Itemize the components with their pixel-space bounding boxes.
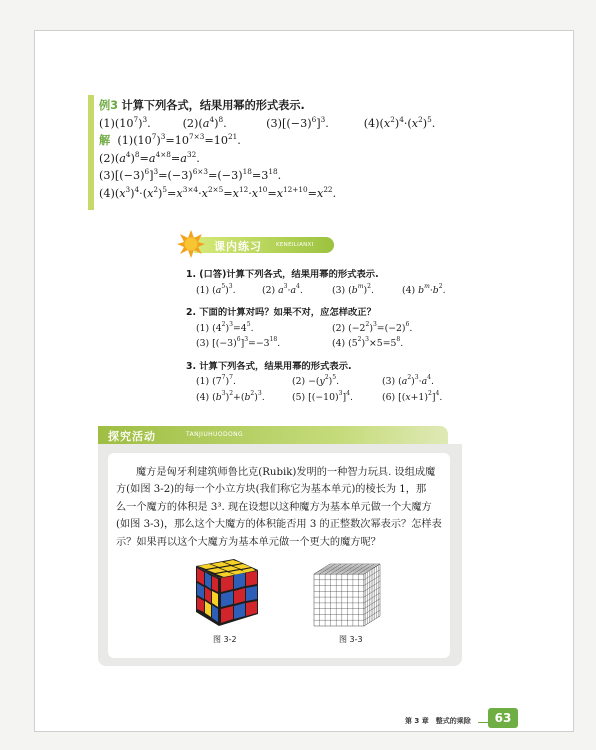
activity-header [98, 426, 448, 444]
exercise-q3-items-a: (1) $(7^7)^7$. $(2) -(y^2)^5$. (3) $(a^2)^3\cdot a^4$. [196, 374, 434, 387]
example-q2: $(2)(a^4)^8$. [182, 114, 227, 130]
grid-cube-figure [312, 562, 388, 628]
exercise-list [186, 267, 476, 405]
chapter-footer: 第 3 章 整式的乘除 [405, 717, 471, 725]
exercise-q2-items-b: (3) $[(-3)^6]^3=-3^{18}$. (4) $(5^2)^3\times 5=5^8$. [196, 336, 404, 349]
activity-line-3: 么一个魔方的体积是 3³. 现在设想以这种魔方为基本单元做一个大魔方 [116, 501, 432, 513]
solution-line-3: $(3)[(-3)^6]^3=(-3)^{6\times 3}=(-3)^{18}=3^{18}$. [99, 167, 282, 183]
figure-caption-3-2: 图 3-2 [213, 635, 237, 644]
example-instruction: 计算下列各式，结果用幂的形式表示. [121, 99, 305, 112]
activity-pinyin: TANJIUHUODONG [186, 431, 244, 438]
activity-line-1: 魔方是匈牙利建筑师鲁比克(Rubik)发明的一种智力玩具. 设组成魔 [136, 467, 436, 478]
exercise-q1-items: (1) $(a^5)^3$. (2) $a^3\cdot a^4$. (3) $(b^m)^2$. (4) $b^m\cdot b^2$. [196, 282, 446, 296]
solution-line-2: $(2)(a^4)^8=a^{4\times 8}=a^{32}$. [99, 149, 200, 165]
activity-paragraph [116, 464, 444, 551]
exercise-q2-items-a: (1) $(4^2)^3=4^5$. (2) $(-2^2)^3=(-2)^6$. [196, 320, 413, 334]
activity-line-4: (如图 3-3)，那么这个大魔方的体积能否用 3 的正整数次幂表示？怎样表 [116, 519, 442, 531]
rubiks-cube-figure [186, 556, 264, 630]
exercise-header [176, 229, 336, 259]
figure-caption-3-3: 图 3-3 [339, 635, 363, 644]
sun-icon [176, 229, 206, 259]
example-heading [99, 97, 519, 115]
example-questions [99, 115, 519, 133]
page-number: 63 [488, 708, 518, 728]
exercise-title: 课内练习 [214, 240, 262, 253]
activity-title: 探究活动 [108, 430, 156, 443]
solution-line-4: $(4)(x^3)^4\cdot(x^2)^5=x^{3\times 4}\cdot x^{2\times 5}=x^{12}\cdot x^{10}=x^{12+10}=x^{22}$. [99, 184, 337, 200]
example-accent-bar [88, 95, 94, 210]
activity-line-2: 方(如图 3-2)的每一个小立方块(我们称它为基本单元)的棱长为 1，那 [116, 484, 427, 496]
example-label: 例3 [99, 99, 118, 112]
exercise-q2: 2. 下面的计算对吗？如果不对，应怎样改正？ [186, 307, 376, 318]
example-q4: $(4)(x^2)^4\cdot(x^2)^5$. [363, 114, 436, 130]
exercise-q3: 3. 计算下列各式，结果用幂的形式表示. [186, 360, 352, 372]
example-q1: $(1)(10^7)^3$. [99, 114, 151, 130]
activity-line-5: 示？如果再以这个大魔方为基本单元做一个更大的魔方呢？ [116, 536, 381, 548]
exercise-pinyin: KENEILIANXI [276, 242, 314, 248]
solution-label: 解 [99, 134, 111, 148]
example-q3: $(3)[(-3)^6]^3$. [266, 114, 329, 130]
exercise-q3-items-b: (4) $(b^3)^2+(b^2)^3$. (5) $[(-10)^3]^4$. (6) $[(x+1)^2]^4$. [196, 389, 443, 403]
exercise-q1: 1. (口答)计算下列各式，结果用幂的形式表示. [186, 269, 379, 280]
example-3 [99, 97, 519, 203]
solution-line-1: 解 $(1)(10^7)^3=10^{7\times 3}=10^{21}$. [99, 132, 241, 148]
